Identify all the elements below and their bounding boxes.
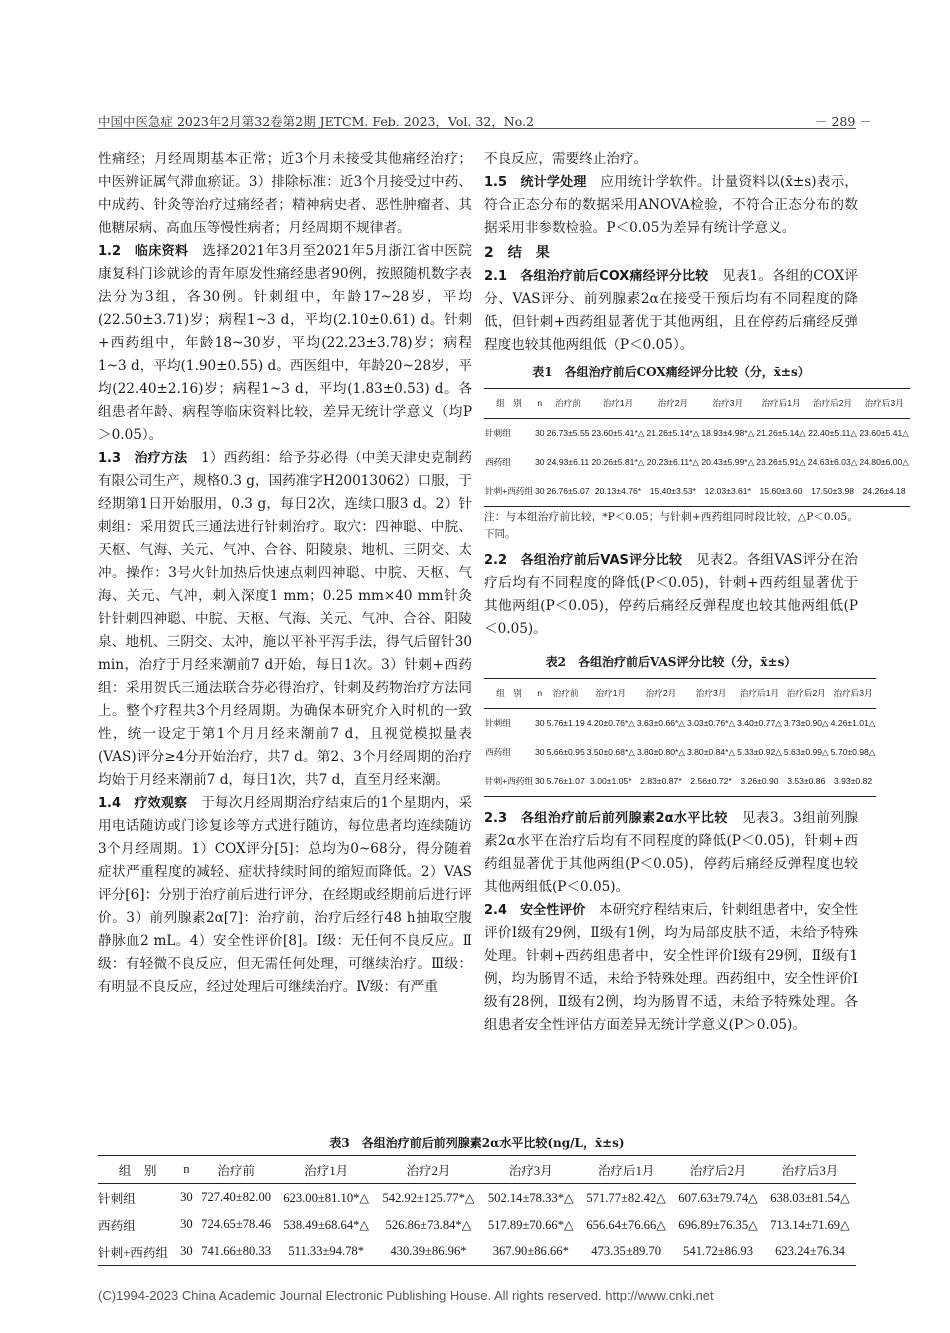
table-cell: 607.63±79.74△ xyxy=(678,1190,758,1205)
subsection-label: 1.5 统计学处理 xyxy=(484,175,587,190)
table-row xyxy=(484,738,876,767)
table-cell: 24.80±6.00△ xyxy=(859,457,909,467)
table-cell: 20.23±6.11*△ xyxy=(646,457,699,467)
subsection-label: 1.2 临床资料 xyxy=(98,244,189,259)
paragraph xyxy=(98,148,472,240)
paragraph-text: 见表3。3组前列腺素2α水平在治疗后均有不同程度的降低(P＜0.05)，针刺+西药组显著优于其他两组(P＜0.05)，停药后痛经反弹程度也较其他两组低(P＜0.05)。 xyxy=(484,810,858,895)
paragraph xyxy=(484,148,858,171)
column-header: 治疗后2月 xyxy=(813,398,853,408)
paragraph xyxy=(98,240,472,447)
table-cell: 3.03±0.76*△ xyxy=(686,718,736,728)
table-cell: 5.63±0.99△ xyxy=(783,747,829,757)
table1-caption: 表1 各组治疗前后COX痛经评分比较（分，x̄±s） xyxy=(532,365,810,379)
paragraph xyxy=(484,807,858,899)
table-cell: 30 xyxy=(535,457,545,467)
table-cell: 24.63±6.03△ xyxy=(807,457,858,467)
table-row xyxy=(98,1238,856,1266)
column-header: n xyxy=(183,1162,190,1176)
journal-header: 中国中医急症 2023年2月第32卷第2期 JETCM. Feb. 2023，Vol. 32，No.2 xyxy=(98,114,534,129)
table-cell: 西药组 xyxy=(485,457,511,467)
table-cell: 367.90±86.66* xyxy=(492,1244,569,1258)
column-header: 治疗3月 xyxy=(508,1164,553,1178)
table-cell: 3.63±0.66*△ xyxy=(636,718,685,728)
subsection-label: 2.2 各组治疗前后VAS评分比较 xyxy=(484,553,683,568)
table2 xyxy=(484,678,876,797)
column-header: 治疗前 xyxy=(552,688,579,698)
table-cell: 20.26±5.81*△ xyxy=(591,457,645,467)
table-cell: 4.20±0.76*△ xyxy=(586,718,635,728)
table-cell: 针刺+西药组 xyxy=(485,776,533,786)
table-cell: 针刺+西药组 xyxy=(98,1246,169,1260)
table-row xyxy=(98,1211,856,1238)
column-header: 治疗3月 xyxy=(712,398,744,408)
table-cell: 30 xyxy=(535,776,545,786)
table-cell: 15.40±3.53* xyxy=(649,486,697,496)
column-header: 治疗后2月 xyxy=(786,688,826,698)
paragraph-text: 于每次月经周期治疗结束后的1个星期内，采用电话随访或门诊复诊等方式进行随访，每位患者均连续随访3个月经周期。1）COX评分[5]：总均为0~68分，得分随着症状严重程度的减轻、症状持续时间的缩短而降低。2）VAS评分[6]：分别于治疗前后进行评分，在经期或经期前后进行评价。3）前列腺素2α[7]：治疗前，治疗后经行48 h抽取空腹静脉血2 mL。4）安全性评价[8]。Ⅰ级：无任何不良反应。Ⅱ级：有轻微不良反应，但无需任何处理，可继续治疗。Ⅲ级：有明显不良反应，经过处理后可继续治疗。Ⅳ级：有严重 xyxy=(98,795,473,995)
subsection-label: 2.1 各组治疗前后COX痛经评分比较 xyxy=(484,269,709,284)
paragraph xyxy=(484,549,858,641)
table-cell: 20.43±5.99*△ xyxy=(701,457,755,467)
table-cell: 724.65±78.46 xyxy=(201,1217,272,1231)
column-header: 治疗2月 xyxy=(406,1164,451,1178)
table-cell: 656.64±76.66△ xyxy=(586,1217,666,1232)
right-column xyxy=(484,148,909,1037)
table-cell: 538.49±68.64*△ xyxy=(283,1217,370,1232)
column-header: 组 别 xyxy=(496,688,522,698)
table-cell: 741.66±80.33 xyxy=(201,1244,272,1258)
subsection-label: 2.3 各组治疗前后前列腺素2α水平比较 xyxy=(484,811,728,826)
subsection-label: 2.4 安全性评价 xyxy=(484,903,586,918)
table-row xyxy=(484,419,910,449)
paragraph-text: 本研究疗程结束后，针刺组患者中，安全性评价Ⅰ级有29例，Ⅱ级有1例，均为局部皮肤不适，未给予特殊处理。针刺+西药组患者中，安全性评价Ⅰ级有29例，Ⅱ级有1例，均为肠胃不适，未给予特殊处理。西药组中，安全性评价Ⅰ级有28例，Ⅱ级有2例，均为肠胃不适，未给予特殊处理。各组患者安全性评估方面差异无统计学意义(P＞0.05)。 xyxy=(484,902,859,1033)
table-row xyxy=(484,767,876,797)
column-header: 治疗后3月 xyxy=(781,1164,839,1178)
paragraph xyxy=(98,447,472,792)
paragraph-text: 1）西药组：给予芬必得（中美天津史克制药有限公司生产，规格0.3 g，国药准字H20013062）口服，于经期第1日开始服用，0.3 g，每日2次，连续口服3 d。2）针刺组：采用贺氏三通法进行针刺治疗。取穴：四神聪、中脘、天枢、气海、关元、气冲、合谷、阳陵泉、地机、三阴交、太冲。操作：3号火针加热后快速点刺四神聪、中脘、天枢、气海、关元、气冲，刺入深度1 mm；0.25 mm×40 mm针灸针针刺四神聪、中脘、天枢、气海、关元、气冲、合谷、阳陵泉、地机、三阴交、太冲，施以平补平泻手法，得气后留针30 min，治疗于月经来潮前7 d开始，每日1次。3）针刺+西药组：采用贺氏三通法联合芬必得治疗，针刺及药物治疗方法同上。整个疗程共3个月经周期。为确保本研究介入时机的一致性，统一设定于第1个月月经来潮前7 d，且视觉模拟量表(VAS)评分≥4分开始治疗，共7 d。第2、3个月经周期的治疗均始于月经来潮前7 d，每日1次，共7 d，直至月经来潮。 xyxy=(98,450,473,788)
column-header: 治疗2月 xyxy=(645,688,677,698)
table-cell: 517.89±70.66*△ xyxy=(487,1217,574,1232)
paragraph xyxy=(484,265,858,357)
table-cell: 502.14±78.33*△ xyxy=(487,1190,574,1205)
table-cell: 30 xyxy=(180,1217,193,1231)
column-header: 治疗后3月 xyxy=(833,688,873,698)
column-header: 治疗后3月 xyxy=(864,398,904,408)
subsection-label: 1.4 疗效观察 xyxy=(98,796,188,811)
table-cell: 3.50±0.68*△ xyxy=(586,747,635,757)
table-row xyxy=(98,1184,856,1212)
column-header: 治疗后1月 xyxy=(761,398,801,408)
paragraph xyxy=(484,899,858,1037)
table-cell: 5.33±0.92△ xyxy=(737,747,782,757)
table-cell: 713.14±71.69△ xyxy=(770,1217,850,1232)
table-cell: 5.70±0.98△ xyxy=(830,747,876,757)
paragraph-text: 选择2021年3月至2021年5月浙江省中医院康复科门诊就诊的青年原发性痛经患者90例，按照随机数字表法分为3组，各30例。针刺组中，年龄17~28岁，平均(22.50±3.71)岁；病程1~3 d，平均(2.10±0.61) d。针刺+西药组中，年龄18~30岁，平均(22.23±3.78)岁；病程1~3 d，平均(1.90±0.55) d。西医组中，年龄20~28岁，平均(22.40±2.16)岁；病程1~3 d，平均(1.83±0.53) d。各组患者年龄、病程等临床资料比较，差异无统计学意义（均P＞0.05）。 xyxy=(98,243,472,443)
table-cell: 20.13±4.76* xyxy=(594,486,642,496)
table-cell: 3.40±0.77△ xyxy=(737,718,782,728)
table1-note: 注：与本组治疗前比较，*P＜0.05；与针刺+西药组同时段比较，△P＜0.05。下同。 xyxy=(484,511,858,540)
table-cell: 针刺组 xyxy=(98,1192,136,1206)
table-cell: 2.83±0.87* xyxy=(640,776,682,786)
table-cell: 3.93±0.82 xyxy=(833,776,873,786)
table-cell: 727.40±82.00 xyxy=(201,1190,272,1204)
column-header: 治疗后1月 xyxy=(739,688,780,698)
column-header: n xyxy=(537,688,543,698)
table-cell: 针刺组 xyxy=(485,428,511,438)
column-header: 治疗前 xyxy=(555,398,581,408)
section-heading: 2 结 果 xyxy=(484,245,550,261)
table-cell: 3.00±1.05* xyxy=(590,776,632,786)
table-cell: 511.33±94.78* xyxy=(288,1244,365,1258)
table-cell: 3.53±0.86 xyxy=(787,776,826,786)
table-cell: 541.72±86.93 xyxy=(683,1244,753,1258)
table-cell: 23.60±5.41△ xyxy=(859,428,909,438)
table-cell: 5.76±1.19 xyxy=(546,718,585,728)
table-cell: 西药组 xyxy=(485,747,511,757)
table-row xyxy=(484,709,876,739)
table-cell: 24.26±4.18 xyxy=(862,486,906,496)
column-header: 治疗后1月 xyxy=(597,1164,655,1178)
paragraph xyxy=(98,792,472,999)
table3-block xyxy=(98,1130,856,1266)
table-cell: 571.77±82.42△ xyxy=(586,1190,666,1205)
table-cell: 18.93±4.98*△ xyxy=(701,428,755,438)
table-cell: 30 xyxy=(535,718,545,728)
paragraph-text: 应用统计学软件。计量资料以(x̄±s)表示，符合正态分布的数据采用ANOVA检验，不符合正态分布的数据采用非参数检验。P＜0.05为差异有统计学意义。 xyxy=(484,174,859,236)
table-cell: 30 xyxy=(535,747,545,757)
paragraph-text: 见表2。各组VAS评分在治疗后均有不同程度的降低(P＜0.05)，针刺+西药组显著优于其他两组(P＜0.05)，停药后痛经反弹程度也较其他两组低(P＜0.05)。 xyxy=(484,552,858,637)
column-header: 治疗前 xyxy=(217,1164,256,1178)
table-cell: 473.35±89.70 xyxy=(591,1244,662,1258)
left-column xyxy=(98,148,472,999)
page-number: － 289 － xyxy=(815,114,872,129)
column-header: 治疗1月 xyxy=(602,398,634,408)
table-cell: 623.24±76.34 xyxy=(775,1244,845,1258)
footer-copyright: (C)1994-2023 China Academic Journal Electronic Publishing House. All rights reserved. http://www.cnki.net xyxy=(98,1288,714,1303)
table-cell: 5.66±0.95 xyxy=(546,747,585,757)
table-row xyxy=(484,477,910,507)
table-cell: 23.60±5.41*△ xyxy=(591,428,645,438)
table-cell: 3.73±0.90△ xyxy=(783,718,829,728)
table2-caption: 表2 各组治疗前后VAS评分比较（分，x̄±s） xyxy=(545,655,797,669)
table-cell: 15.60±3.60 xyxy=(759,486,803,496)
paragraph-text: 性痛经；月经周期基本正常；近3个月未接受其他痛经治疗；中医辨证属气滞血瘀证。3）排除标准：近3个月接受过中药、中成药、针灸等治疗过痛经者；精神病史者、恶性肿瘤者、其他糖尿病、高血压等慢性病者；月经周期不规律者。 xyxy=(98,151,472,236)
table-cell: 23.26±5.91△ xyxy=(756,457,806,467)
paragraph xyxy=(484,171,858,240)
table3 xyxy=(98,1155,856,1266)
column-header: 治疗1月 xyxy=(595,688,627,698)
column-header: n xyxy=(537,398,543,408)
paragraph-text: 见表1。各组的COX评分、VAS评分、前列腺素2α在接受干预后均有不同程度的降低，但针刺+西药组显著优于其他两组，且在停药后痛经反弹程度也较其他两组低（P＜0.05）。 xyxy=(484,268,858,353)
table-cell: 696.89±76.35△ xyxy=(678,1217,758,1232)
subsection-label: 1.3 治疗方法 xyxy=(98,451,188,466)
table1 xyxy=(484,388,910,507)
table-cell: 30 xyxy=(180,1244,193,1258)
table-cell: 24.93±6.11 xyxy=(546,457,590,467)
table-cell: 4.26±1.01△ xyxy=(830,718,876,728)
table-cell: 26.73±5.55 xyxy=(546,428,590,438)
table-cell: 3.80±0.80*△ xyxy=(636,747,685,757)
table-cell: 430.39±86.96* xyxy=(390,1244,467,1258)
header-rule xyxy=(98,128,856,129)
column-header: 组 别 xyxy=(496,398,522,408)
table-cell: 30 xyxy=(535,428,545,438)
table-cell: 2.56±0.72* xyxy=(690,776,732,786)
table-row xyxy=(484,448,910,477)
table-cell: 22.40±5.11△ xyxy=(808,428,858,438)
table-cell: 623.00±81.10*△ xyxy=(283,1190,370,1205)
table-cell: 26.76±5.07 xyxy=(546,486,590,496)
table-cell: 针刺组 xyxy=(485,718,511,728)
table-cell: 12.03±3.61* xyxy=(704,486,751,496)
table-cell: 3.80±0.84*△ xyxy=(686,747,736,757)
table-cell: 针刺+西药组 xyxy=(485,486,533,496)
column-header: 治疗1月 xyxy=(304,1164,349,1178)
table-cell: 526.86±73.84*△ xyxy=(385,1217,472,1232)
table-cell: 21.26±5.14*△ xyxy=(646,428,700,438)
table-cell: 17.50±3.98 xyxy=(811,486,855,496)
table-cell: 西药组 xyxy=(98,1219,136,1233)
table-cell: 21.26±5.14△ xyxy=(756,428,806,438)
column-header: 治疗后2月 xyxy=(689,1164,747,1178)
table-cell: 542.92±125.77*△ xyxy=(382,1190,475,1205)
table-cell: 638.03±81.54△ xyxy=(770,1190,850,1205)
paragraph-text: 不良反应，需要终止治疗。 xyxy=(484,151,648,167)
table-cell: 30 xyxy=(535,486,545,496)
column-header: 组 别 xyxy=(118,1164,157,1178)
table-cell: 3.26±0.90 xyxy=(740,776,779,786)
table3-caption: 表3 各组治疗前后前列腺素2α水平比较(ng/L，x̄±s) xyxy=(329,1136,625,1150)
table-cell: 30 xyxy=(180,1190,193,1204)
column-header: 治疗3月 xyxy=(695,688,727,698)
column-header: 治疗2月 xyxy=(657,398,689,408)
table-cell: 5.76±1.07 xyxy=(546,776,585,786)
